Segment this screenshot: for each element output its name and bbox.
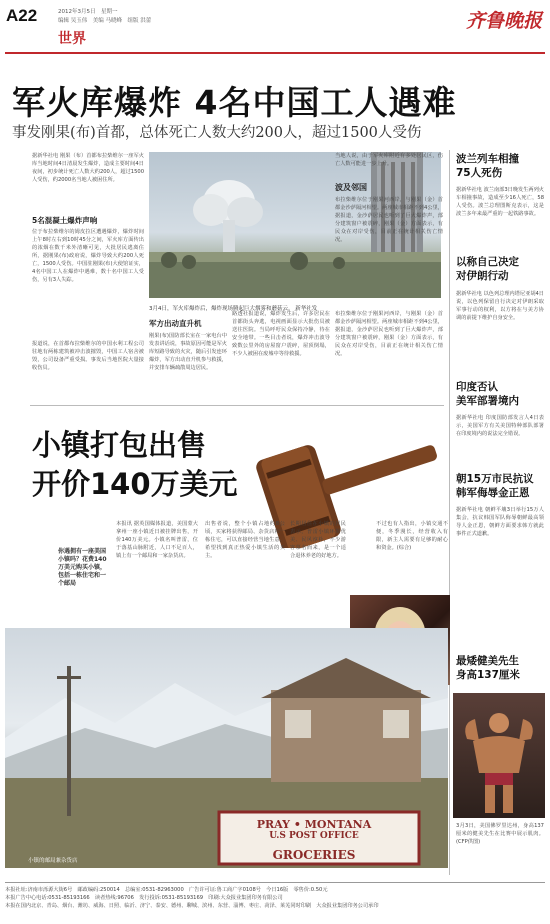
sign-groceries: GROCERIES — [272, 848, 356, 862]
footer-line-3: 本报在国内北京、青岛、烟台、潍坊、威海、日照、临沂、济宁、泰安、德州、聊城、滨州、东营、淄博、枣庄、菏泽、莱芜同时印刷 大众报业集团印务公司承印 — [5, 903, 379, 909]
main-story-lede: 据新华社电 刚果（布）首都布拉柴维尔一座军火库当地时间4日清晨发生爆炸，造成主要时间4日夜间，初步统计死亡人数大约200人，超过1500人受伤，约2000名当地人被困住所。 — [32, 153, 144, 183]
main-story-body-5: 布拉柴维尔位于刚果河西岸，与刚果（金）首都金沙萨隔河相望。两座城市相距不到4公里，据报道，金沙萨居民也听到了巨大爆炸声，部分建筑窗户被震碎，刚果（金）方面表示，有民众在对岸受伤，目前正在统计相关伤亡情况。 — [335, 197, 443, 243]
header-rule — [5, 52, 545, 54]
feature-body-1: 本报讯 据英国媒体报道，美国蒙大拿州一座小镇近日被挂牌出售，开价140万美元。小镇名叫普雷，位于落基山脉附近，人口不足百人，镇上有一个邮局和一家杂货店。 — [116, 521, 198, 559]
main-story-body-1b: 报道说，在首都布拉柴维尔的中国水利工程公司驻地有两栋建筑被冲击波摧毁，中国工人宿舍被毁，公司设备严重受损。事发后当地医院大量接收伤员。 — [32, 341, 144, 371]
feature-headline-line2: 开价140万美元 — [32, 467, 238, 501]
sign-town-name: PRAY • MONTANA — [256, 818, 372, 831]
feature-body-2: 出售者说，整个小镇占地约8公顷，买家将获得邮局、杂货店和一栋住宅，可以直接经营当地生意，希望找到真正热爱小镇生活的买主。 — [205, 521, 285, 559]
brief-2-headline: 以称自己决定 对伊朗行动 — [456, 256, 519, 282]
section-label: 世界 — [58, 31, 86, 47]
main-story-subhead-2: 军方出动直升机 — [149, 319, 202, 328]
main-story-body-5b: 布拉柴维尔位于刚果河西岸，与刚果（金）首都金沙萨隔河相望。两座城市相距不到4公里，据报道，金沙萨居民也听到了巨大爆炸声，部分建筑窗户被震碎，刚果（金）方面表示，有民众在对岸受伤，目前正在统计相关伤亡情况。 — [335, 311, 443, 357]
town-photo-caption: 小镇的邮局兼杂货店 — [28, 858, 78, 864]
brief-4-body: 据新华社电 朝鲜平壤3日举行15万人集会，抗议韩国军队侮辱朝鲜最高领导人金正恩，朝鲜方面要求韩方就此事件正式道歉。 — [456, 507, 544, 537]
main-story-body-1: 位于布拉柴维尔的姆皮拉区遭遇爆炸，爆炸时间上午8时左右到10时45分之间，军火库方面传出的浓烟在数千米外清晰可见，大批居民逃离住所，据刚果(布)政府说，爆炸导致大约200人死亡，1500人受伤。中国驻刚果(布)大使馆证实，4名中国工人在爆炸中遇难，数十名中国工人受伤，另有3人失踪。 — [32, 229, 144, 283]
post-office-sign — [221, 818, 407, 863]
masthead-logo: 齐鲁晚报 — [465, 10, 542, 32]
explosion-caption: 3月4日，军火库爆炸后，爆炸现场腾起巨大烟雾和蘑菇云。 新华社发 — [149, 306, 318, 312]
feature-headline-line1: 小镇打包出售 — [32, 428, 207, 462]
bodybuilder-illustration — [453, 693, 545, 818]
main-story-subhead-1: 5名混凝土爆炸声响 — [32, 216, 98, 225]
main-story-subhead-3: 波及邻国 — [335, 183, 367, 192]
footer-line-1: 本报社址:济南市泺源大街6号 邮政编码:250014 总编室:0531-82963000 广告许可证:鲁工商广字0108号 今日16版 零售价:0.50元 — [5, 887, 328, 893]
bodybuilder-caption: 3月3日，美国佛罗里达州，身高137厘米的健美先生在比赛中展示肌肉。 (CFP供图) — [456, 823, 544, 845]
main-story-body-2: 刚果(布)国防部长室在一家电台中发表讲话说，事故原因可能是军火库短路导致的火灾，随后引发连环爆炸，军方出动直升机参与救援，并安排车辆疏散周边居民。 — [149, 333, 227, 371]
main-subheadline: 事发刚果(布)首都，总体死亡人数大约200人，超过1500人受伤 — [12, 125, 422, 141]
brief-2-body: 据新华社电 以色列总理内塔尼亚胡4日说，以色列保留自行决定对伊朗采取军事行动的权利，以方将在与美方协调的前提下维护自身安全。 — [456, 291, 544, 321]
section-divider — [30, 405, 444, 406]
main-story-body-3: 路透社报道说，爆炸发生后，许多居民在首都街头奔逃，电视画面显示大批伤员被送往医院。当局呼吁民众保持冷静，待在安全地带。一些目击者说，爆炸冲击波导致数公里外的房屋窗户震碎，屋顶倒塌，不少人被困在废墟中等待救援。 — [232, 311, 330, 357]
brief-1-body: 据新华社电 波兰南部3日晚发生两列火车相撞事故，造成至少16人死亡，58人受伤。波兰总理图斯克表示，这是波兰多年来最严重的一起铁路事故。 — [456, 187, 544, 217]
main-headline: 军火库爆炸 4名中国工人遇难 — [12, 83, 457, 122]
brief-3-headline: 印度否认 美军部署境内 — [456, 381, 519, 407]
brief-1-headline: 波兰列车相撞 75人死伤 — [456, 153, 519, 179]
main-story-body-4: 当地人说，由于军火库附近有多处居民区，伤亡人数可能进一步上升。 — [335, 153, 443, 167]
editor-credits: 编辑 吴玉伟 美编 马晓峰 组版 洪蕾 — [58, 18, 152, 24]
brief-4-headline: 朝15万市民抗议 韩军侮辱金正恩 — [456, 473, 534, 499]
feature-blurb: 你遇拥有一座美国小镇吗？花费140万美元购买小镇，包括一栋住宅和一个邮局 — [58, 548, 107, 587]
brief-5-headline: 最矮健美先生 身高137厘米 — [456, 655, 520, 681]
bodybuilder-photo — [453, 693, 545, 818]
feature-body-3: 长期居住在小镇的居民表示，普雷小镇环境优美、民风淳朴，不少游客慕名而来，是一个适合退休养老的好地方。 — [290, 521, 346, 559]
footer-line-2: 本报广告中心电话:0531-85193166 读者热线:96706 发行投诉:0531-85193169 印刷:大众报业集团印务有限公司 — [5, 895, 283, 901]
brief-3-body: 据新华社电 印度国防部发言人4日表示，美国军方有关美国特种部队部署在印度境内的说法完全错误。 — [456, 415, 544, 437]
footer — [5, 886, 545, 910]
sign-post-office: U.S POST OFFICE — [269, 831, 359, 841]
issue-meta — [58, 8, 151, 26]
page-number: A22 — [6, 6, 38, 25]
issue-date: 2012年3月5日 星期一 — [58, 9, 118, 15]
footer-rule — [5, 882, 545, 883]
feature-body-4: 不过也有人指出，小镇交通不便，冬季漫长，经营收入有限，新主人需要有足够的耐心和资金。(综合) — [376, 521, 448, 551]
